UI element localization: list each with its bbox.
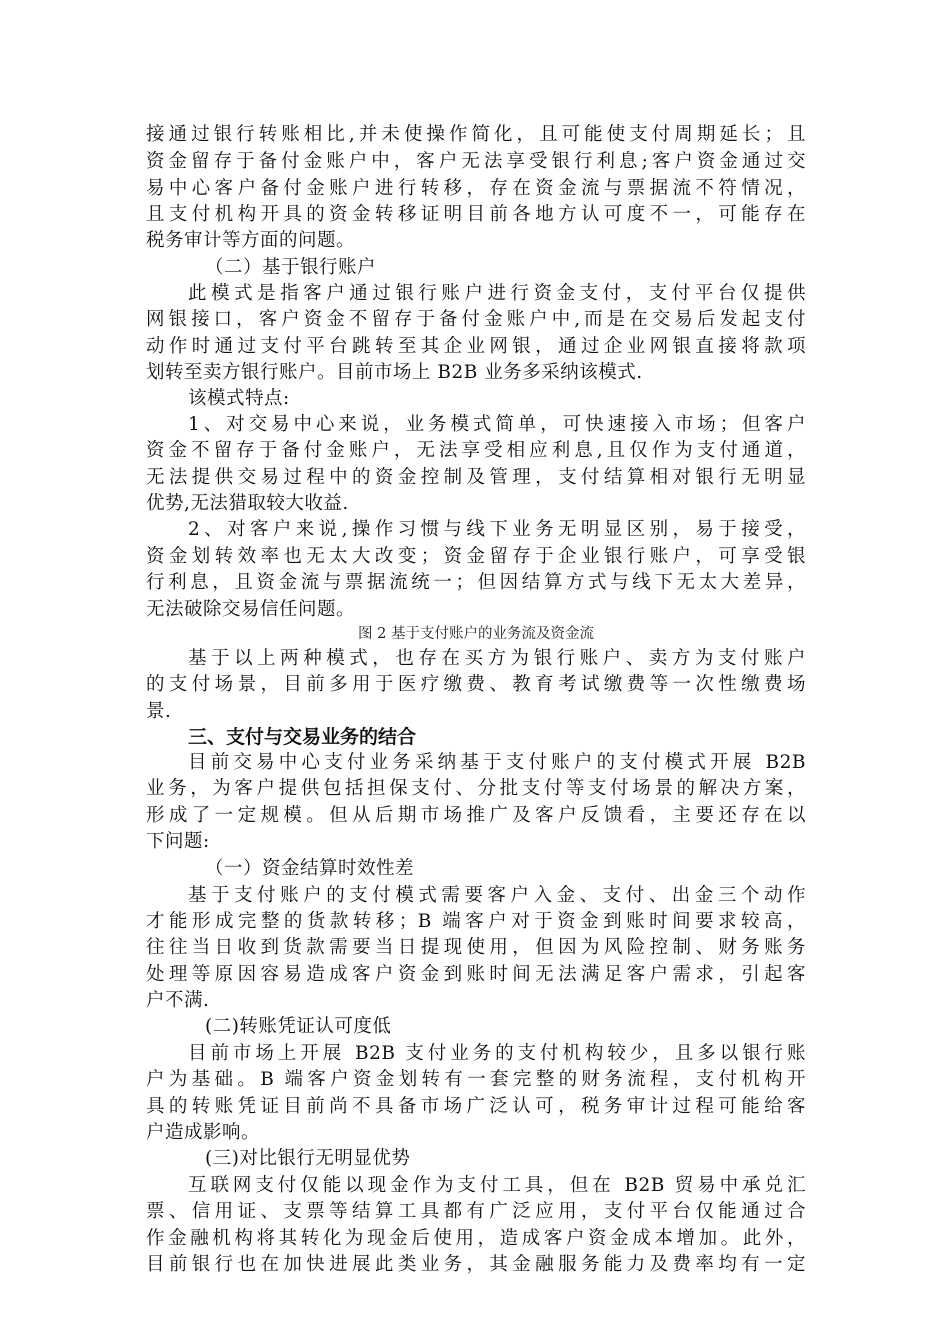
- paragraph-line: 票、信用证、支票等结算工具都有广泛应用，支付平台仅能通过合: [146, 1201, 806, 1222]
- paragraph-line: 户为基础。B 端客户资金划转有一套完整的财务流程，支付机构开: [146, 1069, 806, 1090]
- subsection-heading: （一）资金结算时效性差: [205, 858, 415, 879]
- paragraph-line: 业务，为客户提供包括担保支付、分批支付等支付场景的解决方案，: [146, 778, 806, 799]
- paragraph-line: 景.: [146, 701, 172, 722]
- paragraph-line: 的支付场景，目前多用于医疗缴费、教育考试缴费等一次性缴费场: [146, 674, 806, 695]
- paragraph-line: 形成了一定规模。但从后期市场推广及客户反馈看，主要还存在以: [146, 805, 806, 826]
- paragraph-line: 处理等原因容易造成客户资金到账时间无法满足客户需求，引起客: [146, 964, 806, 985]
- paragraph-line: 网银接口，客户资金不留存于备付金账户中,而是在交易后发起支付: [146, 309, 806, 330]
- paragraph-line: 户不满.: [146, 990, 210, 1011]
- paragraph-line: 目前市场上开展 B2B 支付业务的支付机构较少，且多以银行账: [188, 1043, 806, 1064]
- paragraph-line: 接通过银行转账相比,并未使操作简化，且可能使支付周期延长；且: [146, 124, 806, 145]
- paragraph-line: 无法破除交易信任问题。: [146, 599, 356, 620]
- paragraph-line: 往往当日收到货款需要当日提现使用，但因为风险控制、财务账务: [146, 937, 806, 958]
- paragraph-line: 无法提供交易过程中的资金控制及管理，支付结算相对银行无明显: [146, 467, 806, 488]
- subsection-heading: (三)对比银行无明显优势: [205, 1148, 411, 1169]
- paragraph-line: 易中心客户备付金账户进行转移，存在资金流与票据流不符情况，: [146, 178, 806, 199]
- paragraph-line: 目前银行也在加快进展此类业务，其金融服务能力及费率均有一定: [146, 1254, 806, 1275]
- paragraph-line: 资金划转效率也无太大改变；资金留存于企业银行账户，可享受银: [146, 546, 806, 567]
- subsection-heading: （二）基于银行账户: [205, 257, 377, 278]
- paragraph-line: 基于以上两种模式，也存在买方为银行账户、卖方为支付账户: [188, 648, 806, 669]
- paragraph-line: 基于支付账户的支付模式需要客户入金、支付、出金三个动作: [188, 885, 806, 906]
- paragraph-line: 才能形成完整的货款转移；B 端客户对于资金到账时间要求较高，: [146, 911, 806, 932]
- paragraph-line: 1、对交易中心来说，业务模式简单，可快速接入市场；但客户: [188, 414, 806, 435]
- paragraph-line: 具的转账凭证目前尚不具备市场广泛认可，税务审计过程可能给客: [146, 1096, 806, 1117]
- paragraph-line: 目前交易中心支付业务采纳基于支付账户的支付模式开展 B2B: [188, 752, 806, 773]
- paragraph-line: 作金融机构将其转化为现金后使用，造成客户资金成本增加。此外，: [146, 1228, 806, 1249]
- paragraph-line: 行利息，且资金流与票据流统一；但因结算方式与线下无太大差异，: [146, 572, 806, 593]
- subsection-heading: (二)转账凭证认可度低: [205, 1016, 392, 1037]
- paragraph-line: 该模式特点:: [188, 388, 290, 409]
- paragraph-line: 户造成影响。: [146, 1122, 261, 1143]
- paragraph-line: 划转至卖方银行账户。目前市场上 B2B 业务多采纳该模式.: [146, 362, 643, 383]
- paragraph-line: 此模式是指客户通过银行账户进行资金支付，支付平台仅提供: [188, 283, 806, 304]
- paragraph-line: 优势,无法猎取较大收益.: [146, 493, 349, 514]
- paragraph-line: 下问题:: [146, 831, 210, 852]
- paragraph-line: 资金不留存于备付金账户，无法享受相应利息,且仅作为支付通道，: [146, 440, 806, 461]
- paragraph-line: 且支付机构开具的资金转移证明目前各地方认可度不一，可能存在: [146, 204, 806, 225]
- paragraph-line: 资金留存于备付金账户中，客户无法享受银行利息;客户资金通过交: [146, 151, 806, 172]
- section-heading: 三、支付与交易业务的结合: [188, 726, 417, 748]
- paragraph-line: 税务审计等方面的问题。: [146, 230, 356, 251]
- paragraph-line: 互联网支付仅能以现金作为支付工具，但在 B2B 贸易中承兑汇: [188, 1175, 806, 1196]
- figure-caption: 图 2 基于支付账户的业务流及资金流: [358, 626, 594, 642]
- paragraph-line: 动作时通过支付平台跳转至其企业网银，通过企业网银直接将款项: [146, 336, 806, 357]
- paragraph-line: 2、对客户来说,操作习惯与线下业务无明显区别，易于接受，: [188, 519, 806, 540]
